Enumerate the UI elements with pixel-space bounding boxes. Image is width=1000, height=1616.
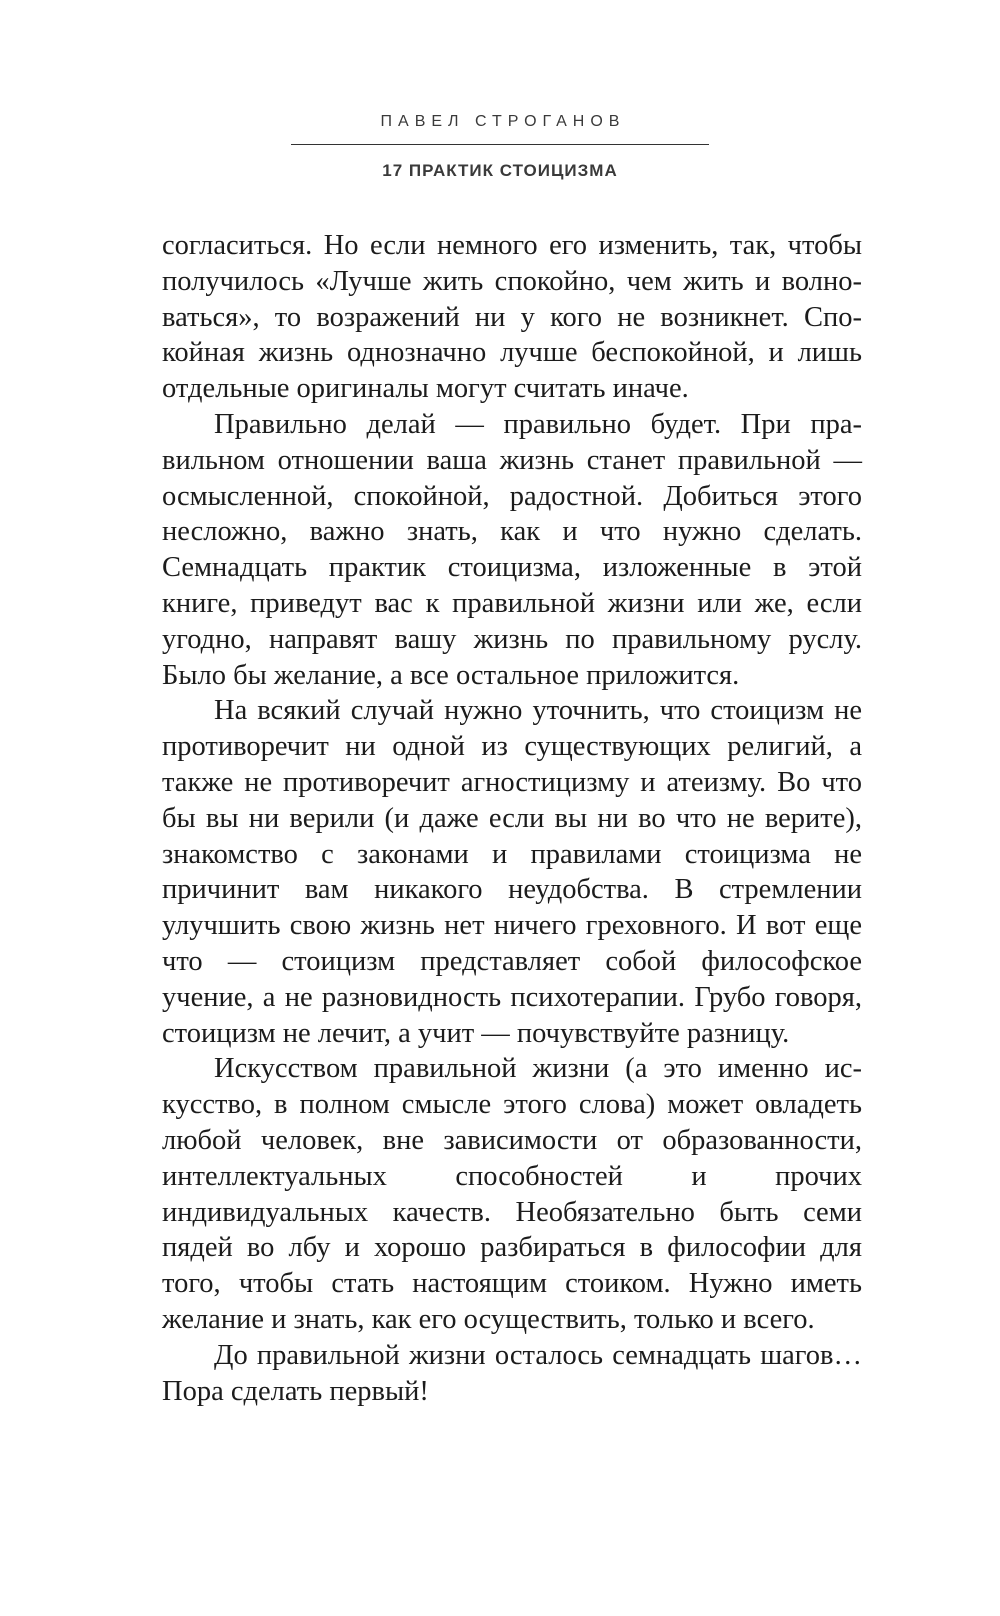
header-divider <box>291 144 709 145</box>
author-name: ПАВЕЛ СТРОГАНОВ <box>380 113 626 130</box>
running-head <box>0 112 1000 182</box>
paragraph: согласиться. Но если немного его изменить, так, чтобы получилось «Лучше жить спокойно, чем жить и волноваться», то возражений ни у кого не возникнет. Спокойная жизнь однозначно лучше беспокойной, и лишь отдельные оригиналы могут считать иначе. <box>162 230 862 405</box>
paragraph: Искусством правильной жизни (а это именно искусство, в полном смысле этого слова) может овладеть любой человек, вне зависимости от образованности, интеллектуальных способностей и прочих индивидуальных качеств. Необязательно быть семи пядей во лбу и хорошо разбираться в философии для того, чтобы стать настоящим стоиком. Нужно иметь желание и знать, как его осуществить, только и всего. <box>162 1053 862 1335</box>
paragraph: На всякий случай нужно уточнить, что стоицизм не противоречит ни одной из существующих религий, а также не противоречит агностицизму и атеизму. Во что бы вы ни верили (и даже если вы ни во что не верите), знакомство с законами и правилами стоицизма не причинит вам никакого неудобства. В стремлении улучшить свою жизнь нет ничего греховного. И вот еще что — стоицизм представляет собой философское учение, а не разновидность психотерапии. Грубо говоря, стоицизм не лечит, а учит — почувствуйте разницу. <box>162 695 862 1049</box>
body-text <box>162 228 862 1409</box>
book-title: 17 ПРАКТИК СТОИЦИЗМА <box>382 161 618 180</box>
paragraph: До правильной жизни осталось семнадцать шагов… Пора сделать первый! <box>162 1339 862 1407</box>
paragraph: Правильно делай — правильно будет. При правильном отношении ваша жизнь станет правильной — осмысленной, спокойной, радостной. Добиться этого несложно, важно знать, как и что нужно сделать. Семнадцать практик стоицизма, изложенные в этой книге, приведут вас к правильной жизни или же, если угодно, направят вашу жизнь по правильному руслу. Было бы желание, а все остальное приложится. <box>162 408 862 691</box>
